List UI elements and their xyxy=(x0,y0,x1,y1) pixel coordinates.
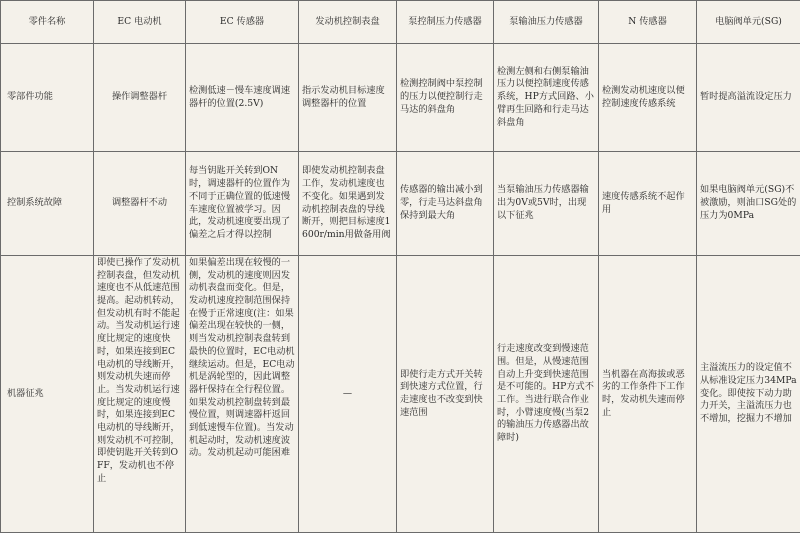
cell-symptom-ec-motor: 即使已操作了发动机控制表盘，但发动机速度也不从低速范围提高。起动机转动，但发动机有时不能起动。当发动机运行速度比规定的速度快时，如果连接到EC电动机的导线断开，则发动机失速而停止。当发动机运行速度比规定的速度慢时，如果连接到EC电动机的导线断开，则发动机不可控制，即使钥匙开关转到OFF，发动机也不停止 xyxy=(94,256,186,533)
cell-failure-pump-control-sensor: 传感器的输出减小到零，行走马达斜盘角保持到最大角 xyxy=(397,152,494,256)
cell-symptom-pump-delivery-sensor: 行走速度改变到慢速范围。但是，从慢速范围自动上升变到快速范围是不可能的。HP方式不工作。当进行联合作业时，小臂速度慢(当泵2的输油压力传感器出故障时) xyxy=(494,256,599,533)
cell-symptom-pump-control-sensor: 即使行走方式开关转到快速方式位置，行走速度也不改变到快速范围 xyxy=(397,256,494,533)
cell-failure-pump-delivery-sensor: 当泵输油压力传感器输出为0V或5V时，出现以下征兆 xyxy=(494,152,599,256)
header-pump-delivery-sensor: 泵输油压力传感器 xyxy=(494,1,599,44)
header-pump-control-sensor: 泵控制压力传感器 xyxy=(397,1,494,44)
header-n-sensor: N 传感器 xyxy=(599,1,697,44)
cell-symptom-n-sensor: 当机器在高海拔或恶劣的工作条件下工作时，发动机失速而停止 xyxy=(599,256,697,533)
header-ec-sensor: EC 传感器 xyxy=(186,1,299,44)
cell-function-pump-control-sensor: 检测控制阀中泵控制的压力以便控制行走马达的斜盘角 xyxy=(397,44,494,152)
cell-failure-ec-motor: 调整器杆不动 xyxy=(94,152,186,256)
cell-symptom-solenoid-valve-unit: 主溢流压力的设定值不从标准设定压力34MPa变化。即使按下动力助力开关，主溢流压力也不增加，挖掘力不增加 xyxy=(697,256,800,533)
row-failure xyxy=(1,152,800,256)
header-ec-motor: EC 电动机 xyxy=(94,1,186,44)
row-label-symptom: 机器征兆 xyxy=(1,256,94,533)
header-row xyxy=(1,1,800,44)
header-part-name: 零件名称 xyxy=(1,1,94,44)
row-symptom xyxy=(1,256,800,533)
cell-symptom-ec-sensor: 如果偏差出现在较慢的一侧，发动机的速度则因发动机表盘而变化。但是，发动机速度控制范围保持在慢于正常速度(注：如果偏差出现在较快的一侧，则当发动机控制表盘转到最快的位置时，EC电动机继续运动。但是，EC电动机是涡轮型的，因此调整器杆保持在全行程位置。如果发动机控制盘转到最慢位置，则调速器杆返回到低速慢车位置)。当发动机起动时，发动机速度波动。发动机起动可能困难 xyxy=(186,256,299,533)
cell-failure-solenoid-valve-unit: 如果电脑阀单元(SG)不被激励，则油口SG处的压力为0MPa xyxy=(697,152,800,256)
cell-function-n-sensor: 检测发动机速度以便控制速度传感系统 xyxy=(599,44,697,152)
row-function xyxy=(1,44,800,152)
cell-failure-n-sensor: 速度传感系统不起作用 xyxy=(599,152,697,256)
cell-function-ec-sensor: 检测低速－慢车速度调速器杆的位置(2.5V) xyxy=(186,44,299,152)
cell-function-ec-motor: 操作调整器杆 xyxy=(94,44,186,152)
cell-symptom-engine-dial: — xyxy=(299,256,397,533)
cell-failure-engine-dial: 即使发动机控制表盘工作，发动机速度也不变化。如果遇到发动机控制表盘的导线断开，则把目标速度1600r/min用做备用阀 xyxy=(299,152,397,256)
cell-function-solenoid-valve-unit: 暂时提高溢流设定压力 xyxy=(697,44,800,152)
header-engine-dial: 发动机控制表盘 xyxy=(299,1,397,44)
cell-failure-ec-sensor: 每当钥匙开关转到ON时，调速器杆的位置作为不同于正确位置的低速慢车速度位置被学习。因此，发动机速度要出现了偏差之后才得以控制 xyxy=(186,152,299,256)
header-solenoid-valve-unit: 电脑阀单元(SG) xyxy=(697,1,800,44)
cell-function-pump-delivery-sensor: 检测左侧和右侧泵输油压力以便控制速度传感系统，HP方式回路、小臂再生回路和行走马达斜盘角 xyxy=(494,44,599,152)
cell-function-engine-dial: 指示发动机目标速度调整器杆的位置 xyxy=(299,44,397,152)
row-label-function: 零部件功能 xyxy=(1,44,94,152)
row-label-failure: 控制系统故障 xyxy=(1,152,94,256)
